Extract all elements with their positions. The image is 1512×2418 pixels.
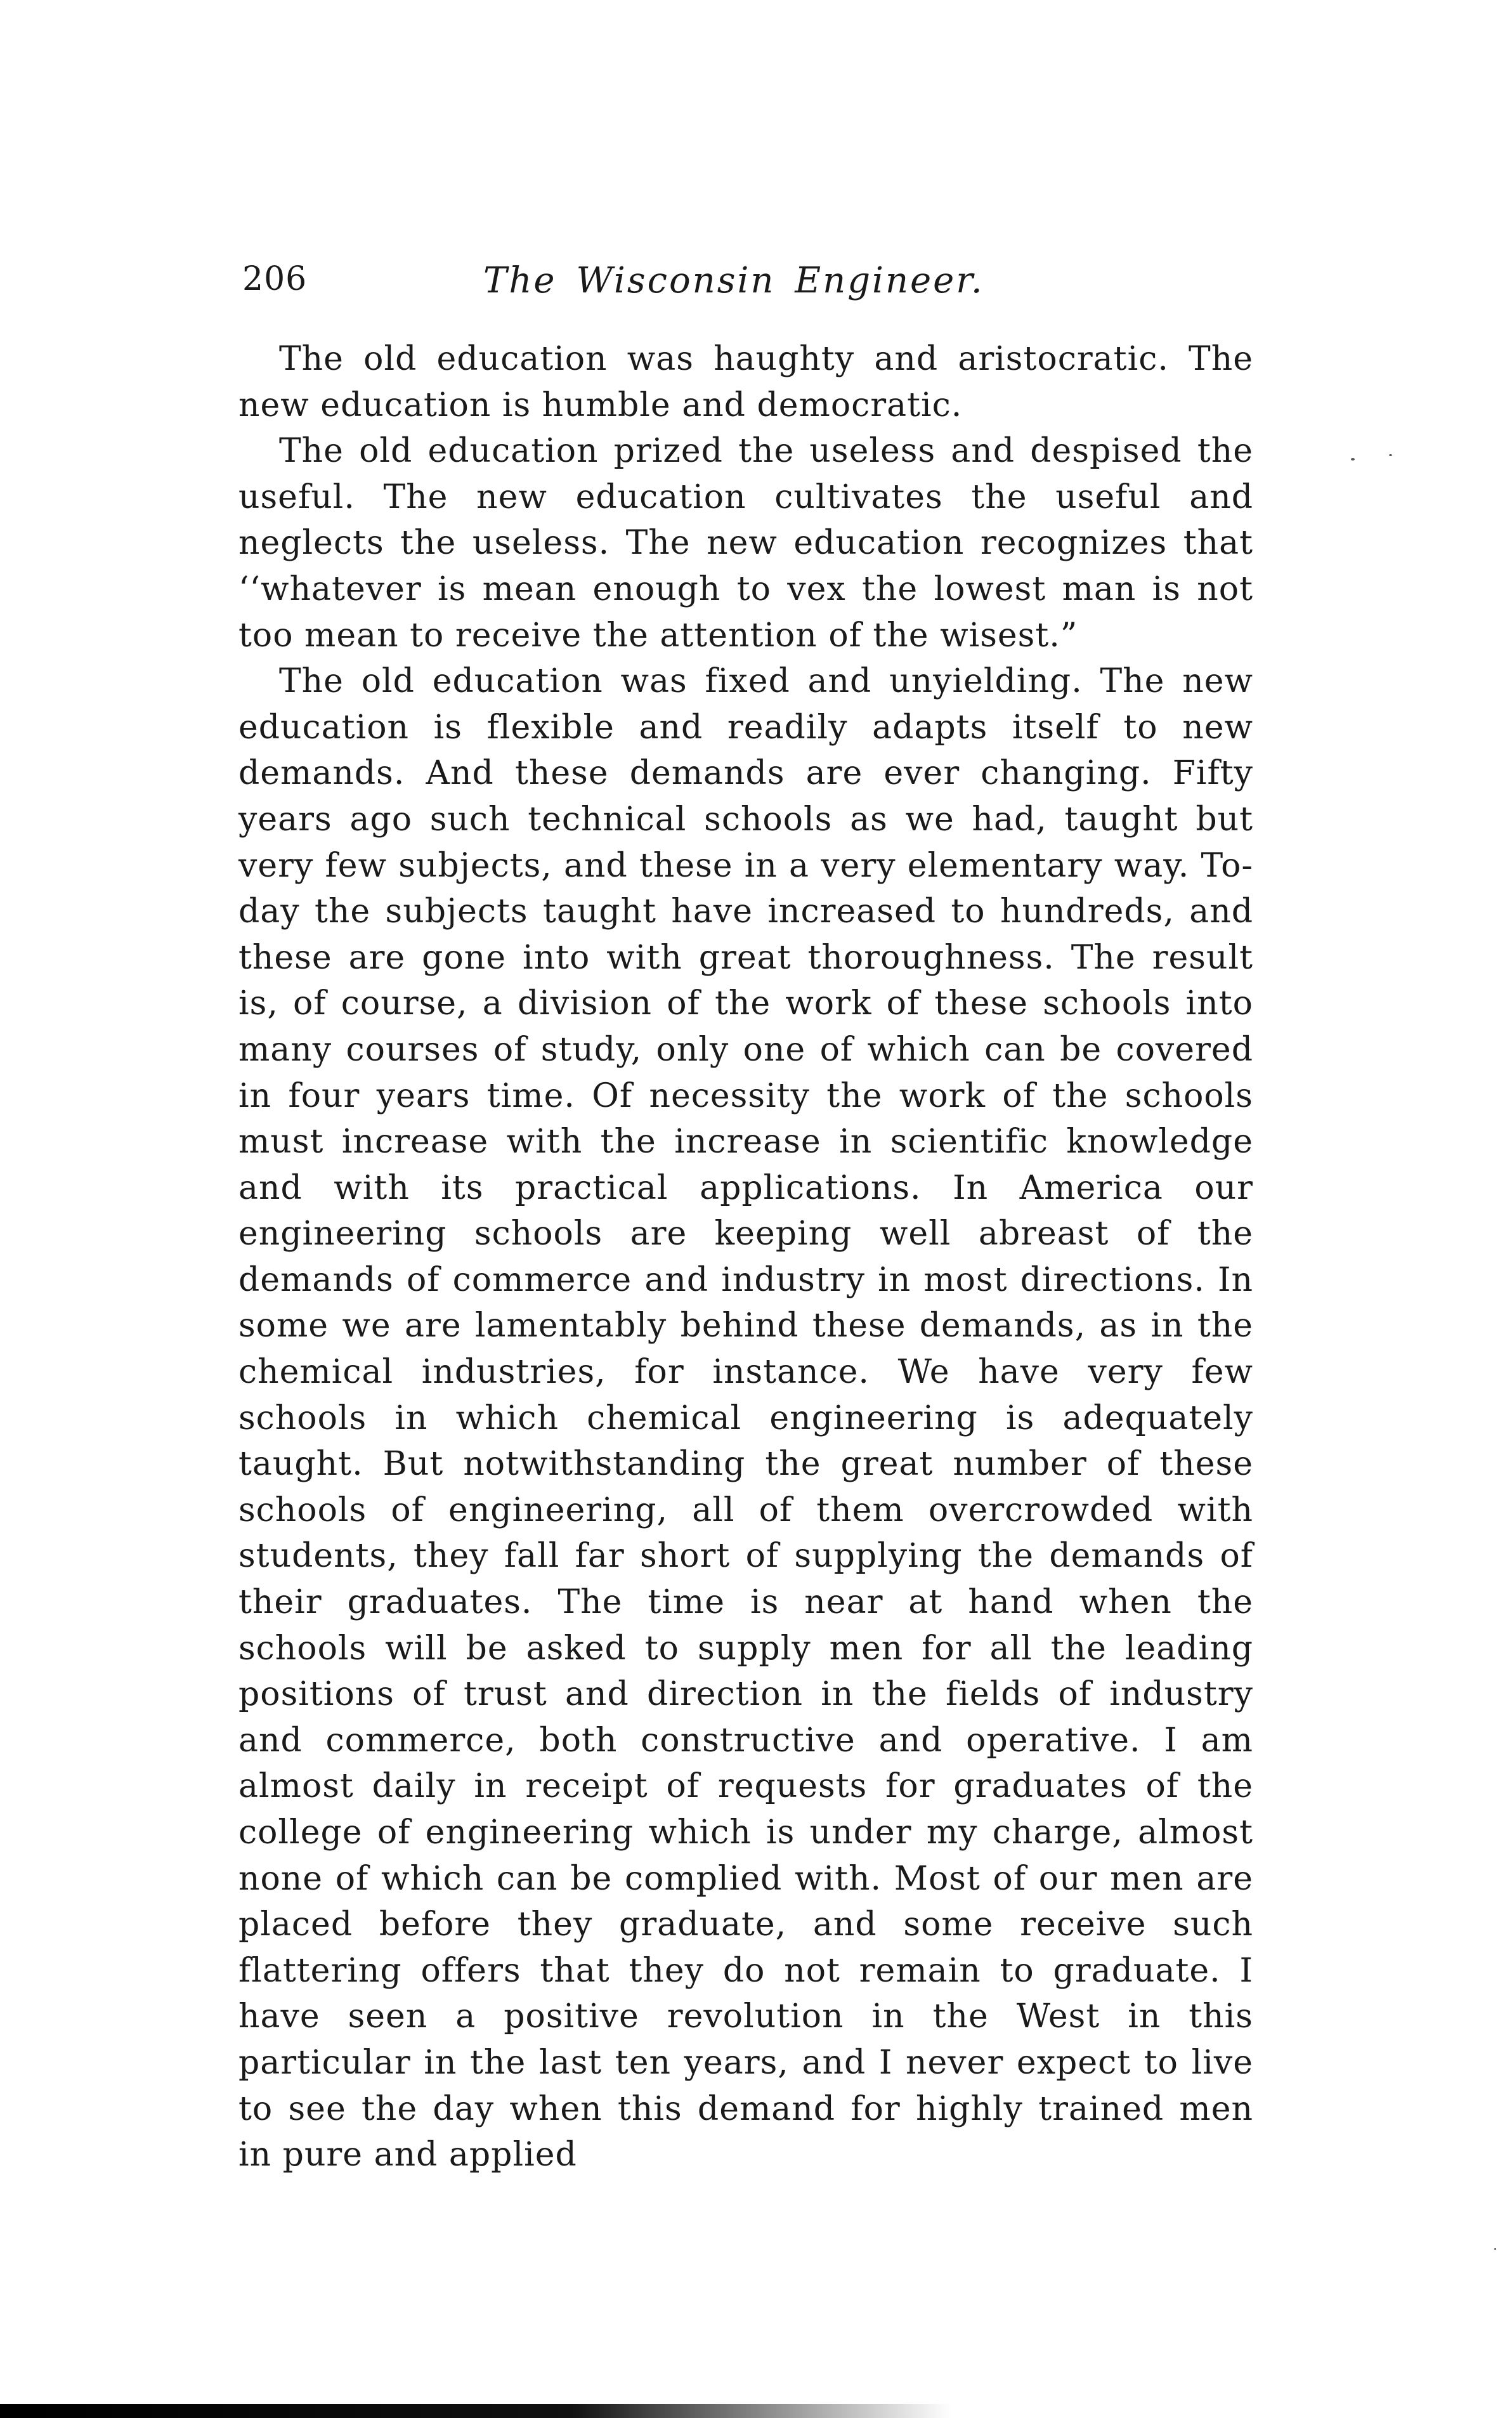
article-body: [238, 336, 1253, 2178]
scan-border: [0, 2404, 951, 2418]
paragraph: The old education prized the useless and despised the useful. The new education cultivates the useful and neglects the useless. The new education recognizes that ‘‘whatever is mean enough to vex the lowest man is not too mean to receive the attention of the wisest.”: [238, 432, 1253, 655]
scan-speck: [1351, 458, 1355, 461]
paragraph: The old education was fixed and unyielding. The new education is flexible and readily adapts itself to new demands. And these demands are ever changing. Fifty years ago such technical schools as we had, taught but very few subjects, and these in a very elementary way. To-day the subjects taught have increased to hundreds, and these are gone into with great thoroughness. The result is, of course, a division of the work of these schools into many courses of study, only one of which can be covered in four years time. Of necessity the work of the schools must increase with the increase in scientific knowledge and with its practical applications. In America our engineering schools are keeping well abreast of the demands of commerce and industry in most directions. In some we are lamentably behind these demands, as in the chemical industries, for instance. We have very few schools in which chemical engineering is adequately taught. But notwithstanding the great number of these schools of engineering, all of them overcrowded with students, they fall far short of supplying the demands of their graduates. The time is near at hand when the schools will be asked to supply men for all the leading positions of trust and direction in the fields of industry and commerce, both constructive and operative. I am almost daily in receipt of requests for graduates of the college of engineering which is under my charge, almost none of which can be complied with. Most of our men are placed before they graduate, and some receive such flattering offers that they do not remain to graduate. I have seen a positive revolution in the West in this particular in the last ten years, and I never expect to live to see the day when this demand for highly trained men in pure and applied: [238, 662, 1253, 2174]
scan-speck: [1389, 454, 1392, 456]
running-title: The Wisconsin Engineer.: [483, 260, 984, 301]
scan-speck: [1494, 2248, 1496, 2250]
paragraph: The old education was haughty and aristocratic. The new education is humble and democratic.: [238, 340, 1253, 424]
page-header: [242, 260, 1257, 311]
page-number: 206: [242, 260, 308, 298]
